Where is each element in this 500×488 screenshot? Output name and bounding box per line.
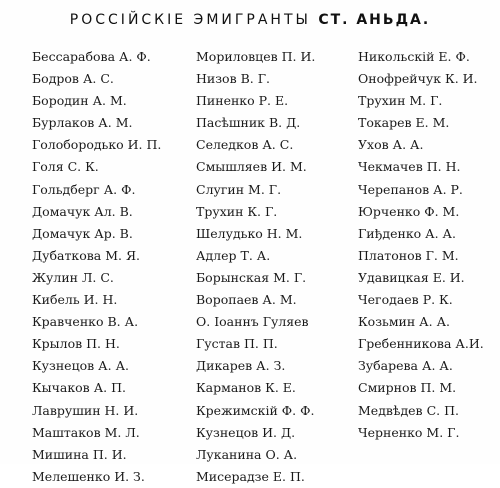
name-entry: Жулин Л. С. [32, 269, 114, 285]
name-entry: Маштаков М. Л. [32, 424, 140, 440]
name-entry: Пасѣшник В. Д. [196, 115, 301, 131]
name-entry: Никольскій Е. Ф. [358, 49, 470, 64]
name-entry: Юрченко Ф. М. [358, 203, 460, 219]
name-entry: Голя С. К. [32, 159, 99, 175]
name-entry: Борынская М. Г. [196, 269, 307, 285]
name-entry: Медвѣдев С. П. [358, 402, 459, 418]
name-entry: Платонов Г. М. [358, 247, 459, 263]
name-entry: Чекмачев П. Н. [358, 159, 461, 175]
name-entry: Слугин М. Г. [196, 181, 282, 197]
name-entry: Мисерадзе Е. П. [196, 468, 305, 484]
name-entry: Черепанов А. Р. [358, 181, 463, 197]
name-entry: Крежимскій Ф. Ф. [196, 402, 315, 418]
names-column-3 [358, 46, 498, 444]
name-entry: Домачук Ал. В. [32, 203, 133, 219]
name-entry: Низов В. Г. [196, 71, 270, 87]
name-entry: Смышляев И. М. [196, 159, 307, 175]
name-entry: Кузнецов А. А. [32, 358, 130, 374]
name-entry: Удавицкая Е. И. [358, 269, 465, 285]
page-title [0, 12, 500, 28]
name-entry: Домачук Ар. В. [32, 225, 133, 241]
name-entry: Кравченко В. А. [32, 314, 139, 330]
name-entry: Мориловцев П. И. [196, 49, 316, 64]
name-entry: Токарев Е. М. [358, 115, 450, 131]
name-entry: Мишина П. И. [32, 446, 127, 462]
name-entry: Бурлаков А. М. [32, 115, 133, 131]
names-column-1 [32, 46, 182, 488]
name-entry: Кычаков А. П. [32, 380, 126, 396]
name-entry: Шелудько Н. М. [196, 225, 303, 241]
name-entry: О. Іоаннъ Гуляев [196, 314, 309, 330]
name-entry: Трухин М. Г. [358, 93, 443, 109]
name-entry: Адлер Т. А. [196, 247, 271, 263]
name-entry: Дубаткова М. Я. [32, 247, 141, 263]
name-entry: Селедков А. С. [196, 137, 294, 153]
name-entry: Чегодаев Р. К. [358, 292, 453, 308]
name-entry: Гиђденко А. А. [358, 225, 456, 241]
names-column-2 [196, 46, 354, 488]
name-entry: Лаврушин Н. И. [32, 402, 139, 418]
name-entry: Пиненко Р. Е. [196, 93, 289, 109]
name-entry: Кибель И. Н. [32, 292, 118, 308]
name-entry: Смирнов П. М. [358, 380, 457, 396]
name-entry: Ухов А. А. [358, 137, 424, 153]
name-entry: Черненко М. Г. [358, 424, 460, 440]
name-entry: Воропаев А. М. [196, 292, 297, 308]
name-entry: Густав П. П. [196, 336, 278, 352]
name-entry: Карманов К. Е. [196, 380, 296, 396]
name-entry: Луканина О. А. [196, 446, 298, 462]
name-entry: Дикарев А. З. [196, 358, 286, 374]
title-location: СТ. АНЬДА. [318, 12, 431, 28]
name-entry: Бородин А. М. [32, 93, 127, 109]
name-entry: Бодров А. С. [32, 71, 114, 87]
name-entry: Трухин К. Г. [196, 203, 278, 219]
name-entry: Гольдберг А. Ф. [32, 181, 136, 197]
title-text: РОССІЙСКІЕ ЭМИГРАНТЫ [69, 12, 311, 28]
name-entry: Бессарабова А. Ф. [32, 49, 151, 64]
name-entry: Зубарева А. А. [358, 358, 453, 374]
name-entry: Крылов П. Н. [32, 336, 120, 352]
name-entry: Козьмин А. А. [358, 314, 451, 330]
name-entry: Кузнецов И. Д. [196, 424, 296, 440]
name-entry: Онофрейчук К. И. [358, 71, 478, 87]
name-entry: Гребенникова А.И. [358, 336, 484, 352]
name-entry: Мелешенко И. З. [32, 468, 145, 484]
name-entry: Голобородько И. П. [32, 137, 162, 153]
